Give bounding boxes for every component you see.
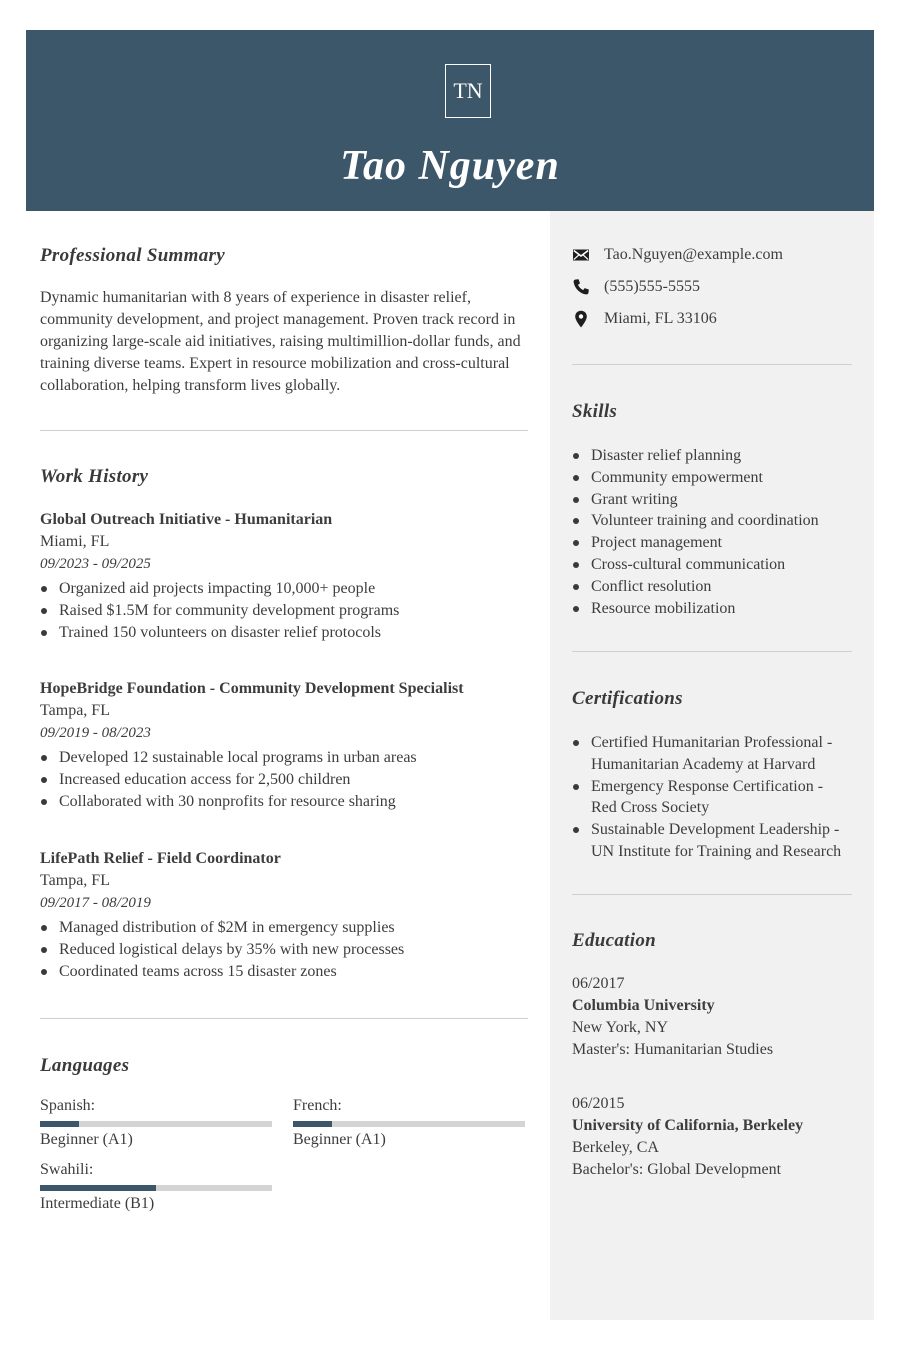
job-title: Global Outreach Initiative - Humanitarian <box>40 511 333 528</box>
education-entry <box>572 973 862 1061</box>
languages-title: Languages <box>40 1055 130 1076</box>
cert-line: Sustainable Development Leadership - <box>591 821 840 839</box>
language-name: Spanish: <box>40 1097 96 1114</box>
header-banner <box>26 30 874 211</box>
email-text[interactable]: Tao.Nguyen@example.com <box>604 246 783 263</box>
list-item: Community empowerment <box>572 467 857 489</box>
list-item: Reduced logistical delays by 35% with new processes <box>40 939 540 961</box>
list-item: Managed distribution of $2M in emergency supplies <box>40 917 540 939</box>
education-entry <box>572 1093 862 1181</box>
language-level: Beginner (A1) <box>40 1131 133 1148</box>
language-bar <box>293 1121 525 1127</box>
monogram: TN <box>445 64 491 118</box>
cert-line: UN Institute for Training and Research <box>591 842 842 860</box>
language-bar <box>40 1185 272 1191</box>
envelope-icon <box>572 246 590 264</box>
job-entry <box>40 678 540 812</box>
language-item <box>40 1095 272 1151</box>
job-entry <box>40 848 540 982</box>
language-bar-fill <box>40 1185 156 1191</box>
job-dates: 09/2023 - 09/2025 <box>40 556 151 572</box>
divider <box>572 364 852 365</box>
summary-title: Professional Summary <box>40 245 225 266</box>
education-title: Education <box>572 930 656 951</box>
phone-icon <box>572 278 590 296</box>
cert-line: Humanitarian Academy at Harvard <box>591 755 816 773</box>
language-item <box>293 1095 525 1151</box>
job-location: Miami, FL <box>40 533 110 550</box>
job-bullets <box>40 747 540 812</box>
map-pin-icon <box>572 310 590 328</box>
list-item <box>572 776 857 820</box>
certifications-list <box>572 732 857 863</box>
summary-text: Dynamic humanitarian with 8 years of experience in disaster relief, community development, and project management. Proven track record in organizing large-scale aid initiatives, raising multimillion-dollar funds, and training diverse teams. Expert in resource mobilization and cross-cultural collaboration, helping transform lives globally. <box>40 289 521 394</box>
list-item: Cross-cultural communication <box>572 554 857 576</box>
list-item <box>572 819 857 863</box>
job-title: HopeBridge Foundation - Community Development Specialist <box>40 680 464 697</box>
location-text: Miami, FL 33106 <box>604 310 717 327</box>
language-bar <box>40 1121 272 1127</box>
education-date: 06/2015 <box>572 1095 625 1112</box>
divider <box>572 651 852 652</box>
education-location: New York, NY <box>572 1019 669 1036</box>
language-item <box>40 1159 272 1215</box>
skills-list <box>572 445 857 619</box>
divider <box>40 1018 528 1019</box>
job-location: Tampa, FL <box>40 872 110 889</box>
education-location: Berkeley, CA <box>572 1139 659 1156</box>
job-dates: 09/2019 - 08/2023 <box>40 725 151 741</box>
job-entry <box>40 509 540 643</box>
job-dates: 09/2017 - 08/2019 <box>40 895 151 911</box>
education-degree: Master's: Humanitarian Studies <box>572 1041 774 1058</box>
education-degree: Bachelor's: Global Development <box>572 1161 782 1178</box>
language-bar-fill <box>40 1121 79 1127</box>
list-item: Trained 150 volunteers on disaster relief protocols <box>40 622 540 644</box>
list-item: Grant writing <box>572 489 857 511</box>
education-school: Columbia University <box>572 997 715 1014</box>
list-item: Developed 12 sustainable local programs in urban areas <box>40 747 540 769</box>
divider <box>572 894 852 895</box>
cert-line: Emergency Response Certification - <box>591 777 824 795</box>
list-item: Collaborated with 30 nonprofits for resource sharing <box>40 791 540 813</box>
language-bar-fill <box>293 1121 332 1127</box>
language-name: Swahili: <box>40 1161 94 1178</box>
language-level: Beginner (A1) <box>293 1131 386 1148</box>
list-item: Conflict resolution <box>572 576 857 598</box>
list-item: Coordinated teams across 15 disaster zones <box>40 961 540 983</box>
language-name: French: <box>293 1097 342 1114</box>
phone-text[interactable]: (555)555-5555 <box>604 278 700 295</box>
job-bullets <box>40 917 540 982</box>
list-item: Organized aid projects impacting 10,000+ people <box>40 578 540 600</box>
cert-line: Certified Humanitarian Professional - <box>591 734 833 751</box>
list-item: Raised $1.5M for community development programs <box>40 600 540 622</box>
list-item: Project management <box>572 532 857 554</box>
list-item: Resource mobilization <box>572 598 857 620</box>
cert-line: Red Cross Society <box>591 799 710 817</box>
certifications-title: Certifications <box>572 688 683 709</box>
skills-title: Skills <box>572 401 618 422</box>
work-history-title: Work History <box>40 466 149 487</box>
divider <box>40 430 528 431</box>
list-item: Volunteer training and coordination <box>572 510 857 532</box>
language-level: Intermediate (B1) <box>40 1195 155 1212</box>
education-school: University of California, Berkeley <box>572 1117 804 1134</box>
job-location: Tampa, FL <box>40 702 110 719</box>
job-bullets <box>40 578 540 643</box>
candidate-name: Tao Nguyen <box>340 143 560 189</box>
education-date: 06/2017 <box>572 975 625 992</box>
job-title: LifePath Relief - Field Coordinator <box>40 850 281 867</box>
list-item: Disaster relief planning <box>572 445 857 467</box>
list-item <box>572 732 857 776</box>
list-item: Increased education access for 2,500 children <box>40 769 540 791</box>
